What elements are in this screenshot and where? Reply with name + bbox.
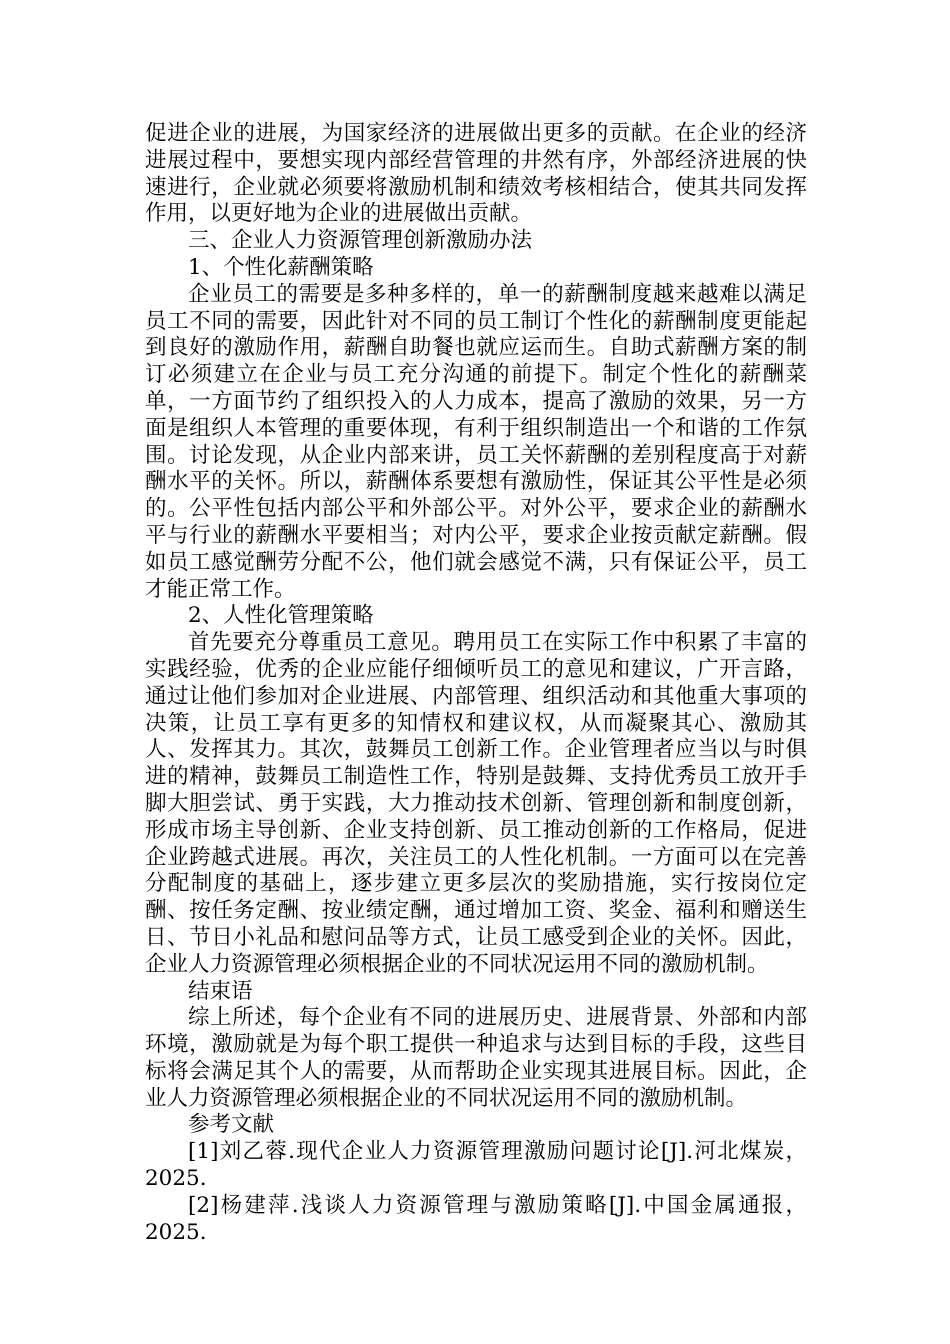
- reference-item-1: [1]刘乙蓉.现代企业人力资源管理激励问题讨论[J].河北煤炭，2025.: [145, 1139, 807, 1192]
- document-page: [145, 121, 807, 1246]
- section-3-heading: 三、企业人力资源管理创新激励办法: [188, 228, 533, 254]
- subsection-1-paragraph: 企业员工的需要是多种多样的，单一的薪酬制度越来越难以满足员工不同的需要，因此针对不同的员工制订个性化的薪酬制度更能起到良好的激励作用，薪酬自助餐也就应运而生。自助式薪酬方案的制订必须建立在企业与员工充分沟通的前提下。制定个性化的薪酬菜单，一方面节约了组织投入的人力成本，提高了激励的效果，另一方面是组织人本管理的重要体现，有利于组织制造出一个和谐的工作氛围。讨论发现，从企业内部来讲，员工关怀薪酬的差别程度高于对薪酬水平的关怀。所以，薪酬体系要想有激励性，保证其公平性是必须的。公平性包括内部公平和外部公平。对外公平，要求企业的薪酬水平与行业的薪酬水平要相当；对内公平，要求企业按贡献定薪酬。假如员工感觉酬劳分配不公，他们就会感觉不满，只有保证公平，员工才能正常工作。: [145, 281, 807, 602]
- conclusion-heading: 结束语: [188, 978, 253, 1004]
- conclusion-paragraph: 综上所述，每个企业有不同的进展历史、进展背景、外部和内部环境，激励就是为每个职工提供一种追求与达到目标的手段，这些目标将会满足其个人的需要，从而帮助企业实现其进展目标。因此，企业人力资源管理必须根据企业的不同状况运用不同的激励机制。: [145, 1005, 807, 1111]
- subsection-2-heading: 2、人性化管理策略: [188, 603, 374, 629]
- reference-item-2: [2]杨建萍.浅谈人力资源管理与激励策略[J].中国金属通报，2025.: [145, 1192, 807, 1245]
- continuation-paragraph: 促进企业的进展，为国家经济的进展做出更多的贡献。在企业的经济进展过程中，要想实现内部经营管理的井然有序，外部经济进展的快速进行，企业就必须要将激励机制和绩效考核相结合，使其共同发挥作用，以更好地为企业的进展做出贡献。: [145, 121, 807, 227]
- references-heading: 参考文献: [188, 1112, 275, 1138]
- subsection-2-paragraph: 首先要充分尊重员工意见。聘用员工在实际工作中积累了丰富的实践经验，优秀的企业应能仔细倾听员工的意见和建议，广开言路，通过让他们参加对企业进展、内部管理、组织活动和其他重大事项的决策，让员工享有更多的知情权和建议权，从而凝聚其心、激励其人、发挥其力。其次，鼓舞员工创新工作。企业管理者应当以与时俱进的精神，鼓舞员工制造性工作，特别是鼓舞、支持优秀员工放开手脚大胆尝试、勇于实践，大力推动技术创新、管理创新和制度创新，形成市场主导创新、企业支持创新、员工推动创新的工作格局，促进企业跨越式进展。再次，关注员工的人性化机制。一方面可以在完善分配制度的基础上，逐步建立更多层次的奖励措施，实行按岗位定酬、按任务定酬、按业绩定酬，通过增加工资、奖金、福利和赠送生日、节日小礼品和慰问品等方式，让员工感受到企业的关怀。因此，企业人力资源管理必须根据企业的不同状况运用不同的激励机制。: [145, 630, 807, 977]
- subsection-1-heading: 1、个性化薪酬策略: [188, 254, 374, 280]
